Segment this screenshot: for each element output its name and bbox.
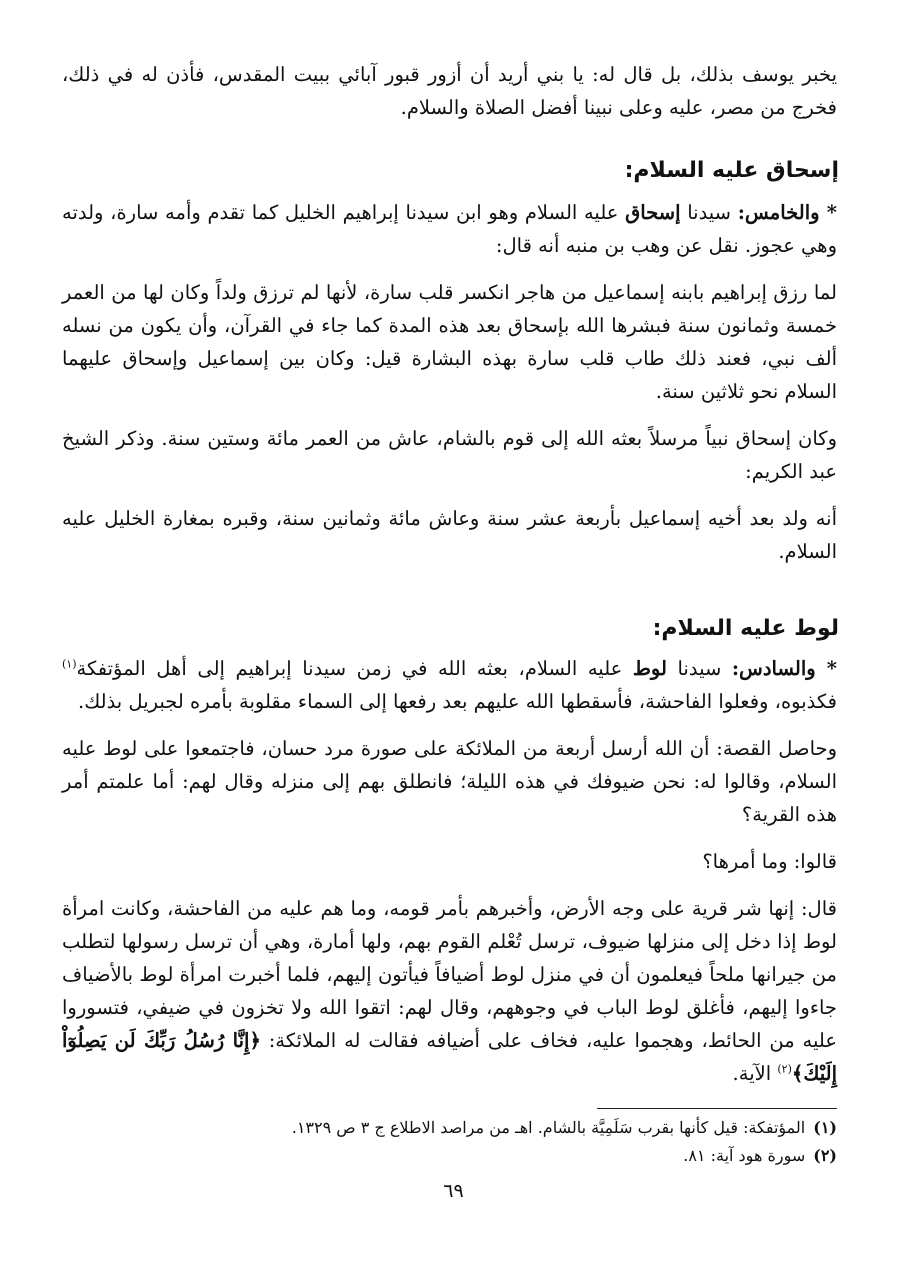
footnotes <box>62 1114 837 1170</box>
lut-p4-text: قال: إنها شر قرية على وجه الأرض، وأخبرهم بأمر قومه، وما هم عليه من الفاحشة، وكانت امرأة لوط إذا دخل إلى منزلها ضيوف، ترسل تُعْلم القوم بهم، ولها أمارة، وهي أن ترسل رسولها لتطلب من جيرانها ملحاً فيعلمون أن في منزل لوط أضيافاً فيأتون إليهم، فلما أخبرت امرأة لوط بالأضياف جاءوا إليهم، فأغلق لوط الباب في وجوههم، وقال لهم: اتقوا الله ولا تخزون في ضيفي، فتسوروا عليه من الحائط، وهجموا عليه، فخاف على أضيافه فقالت له الملائكة: <box>62 897 837 1052</box>
section-heading-lut: لوط عليه السلام: <box>652 616 839 641</box>
lut-text-block <box>62 652 837 1090</box>
lut-p4-end: الآية. <box>732 1062 778 1085</box>
ishaq-paragraph-2: لما رزق إبراهيم بابنه إسماعيل من هاجر انكسر قلب سارة، لأنها لم ترزق ولداً وكان لها من العمر خمسة وثمانون سنة فبشرها الله بإسحاق بعد هذه المدة كما جاء في القرآن، وأن يكون من نسله ألف نبي، فعند ذلك طاب قلب سارة بهذه البشارة قيل: وكان بين إسماعيل وإسحاق عليهما السلام نحو ثلاثين سنة. <box>62 281 837 403</box>
lut-paragraph-4 <box>62 892 837 1090</box>
ishaq-p1-part-b: عليه السلام وهو ابن سيدنا إبراهيم الخليل كما تقدم وأمه سارة، ولدته وهي عجوز. نقل عن وهب بن منبه أنه قال: <box>62 201 837 257</box>
ishaq-name: إسحاق <box>625 201 681 224</box>
ishaq-paragraph-4: أنه ولد بعد أخيه إسماعيل بأربعة عشر سنة وعاش مائة وثمانين سنة، وقبره بمغارة الخليل عليه السلام. <box>62 507 837 563</box>
footnote-1-number: (١) <box>813 1118 837 1137</box>
lut-name: لوط <box>632 657 667 680</box>
ordinal-fifth: * والخامس: <box>737 201 837 224</box>
lut-p1-part-c: فكذبوه، وفعلوا الفاحشة، فأسقطها الله عليهم بعد رفعها إلى السماء مقلوبة بأمره لجبريل بذلك. <box>78 690 837 713</box>
footnote-2-text: سورة هود آية: ٨١. <box>683 1146 806 1165</box>
page-number: ٦٩ <box>443 1180 464 1202</box>
ishaq-paragraph-1 <box>62 196 837 262</box>
lut-paragraph-1 <box>62 652 837 718</box>
ordinal-sixth: * والسادس: <box>731 657 838 680</box>
lut-paragraph-2: وحاصل القصة: أن الله أرسل أربعة من الملائكة على صورة مرد حسان، فاجتمعوا على لوط عليه السلام، وقالوا له: نحن ضيوفك في هذه الليلة؛ فانطلق بهم إلى منزله وقال لهم: أما علمتم أمر هذه القرية؟ <box>62 737 837 826</box>
ishaq-p1-part-a: سيدنا <box>680 201 738 224</box>
footnote-1 <box>62 1114 837 1142</box>
footnote-marker-2[interactable]: (٢) <box>777 1062 792 1076</box>
footnote-2-number: (٢) <box>813 1146 837 1165</box>
lut-p1-part-a: سيدنا <box>666 657 732 680</box>
ishaq-text-block <box>62 196 837 568</box>
lut-p1-part-b: عليه السلام، بعثه الله في زمن سيدنا إبراهيم إلى أهل المؤتفكة <box>76 657 633 680</box>
footnote-1-text: المؤتفكة: قيل كأنها بقرب سَلَمِيَّة بالشام. اهـ من مراصد الاطلاع ج ٣ ص ١٣٢٩. <box>291 1118 806 1137</box>
footnote-2 <box>62 1142 837 1170</box>
intro-paragraph-block <box>62 58 837 124</box>
ishaq-paragraph-3: وكان إسحاق نبياً مرسلاً بعثه الله إلى قوم بالشام، عاش من العمر مائة وستين سنة. وذكر الشيخ عبد الكريم: <box>62 427 837 483</box>
lut-paragraph-3: قالوا: وما أمرها؟ <box>702 850 837 873</box>
quran-verse: ﴿إِنَّا رُسُلُ رَبِّكَ لَن يَصِلُوٓاْ إِلَيْكَ﴾ <box>62 1029 837 1085</box>
footnote-marker-1[interactable]: (١) <box>62 657 77 671</box>
intro-paragraph: يخبر يوسف بذلك، بل قال له: يا بني أريد أن أزور قبور آبائي ببيت المقدس، فأذن له في ذلك، فخرج من مصر، عليه وعلى نبينا أفضل الصلاة والسلام. <box>62 63 837 119</box>
section-heading-ishaq: إسحاق عليه السلام: <box>624 158 839 183</box>
footnote-divider <box>597 1108 837 1109</box>
